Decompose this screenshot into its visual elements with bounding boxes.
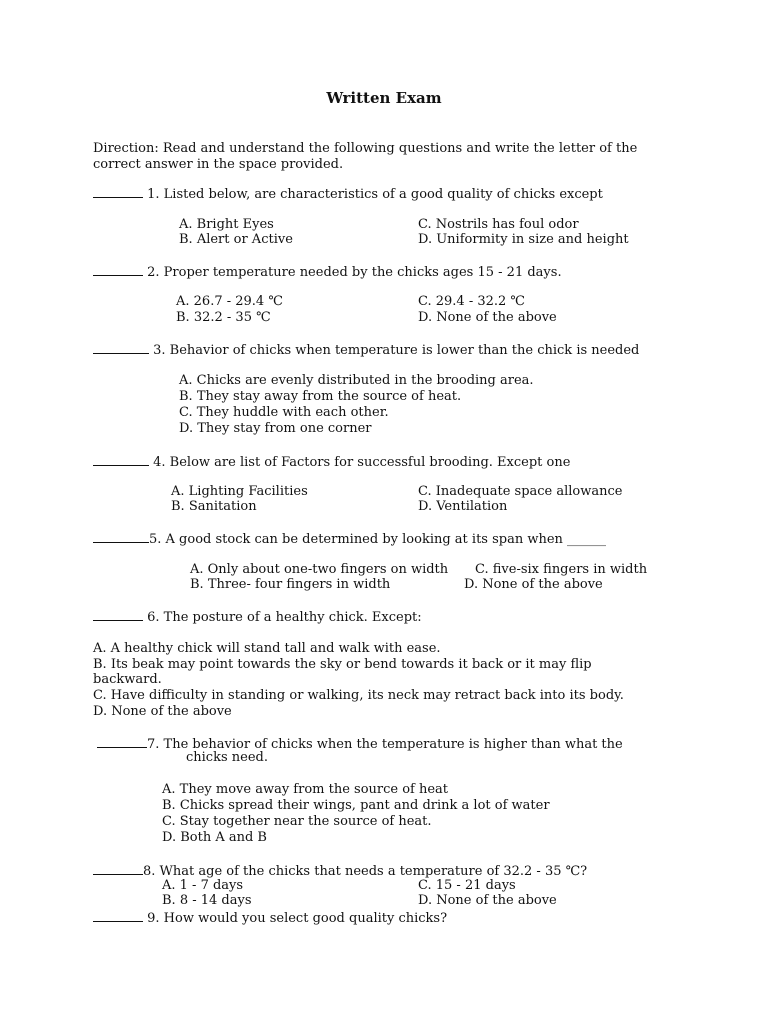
- q8-option-a: A. 1 - 7 days: [162, 878, 244, 893]
- question-3-text: 3. Behavior of chicks when temperature is lower than the chick is needed: [153, 343, 640, 358]
- question-1-text: 1. Listed below, are characteristics of a good quality of chicks except: [147, 187, 603, 202]
- q6-option-b: B. Its beak may point towards the sky or bend towards it back or it may flip: [93, 657, 592, 672]
- q8-option-b: B. 8 - 14 days: [162, 893, 252, 908]
- answer-blank-6[interactable]: [93, 608, 143, 621]
- question-8-text: 8. What age of the chicks that needs a temperature of 32.2 - 35 ℃?: [143, 864, 588, 879]
- question-5: [93, 530, 606, 548]
- q8-option-d: D. None of the above: [418, 893, 557, 908]
- answer-blank-9[interactable]: [93, 909, 143, 922]
- answer-blank-8[interactable]: [93, 862, 143, 875]
- q3-option-a: A. Chicks are evenly distributed in the brooding area.: [179, 373, 534, 388]
- q3-option-c: C. They huddle with each other.: [179, 405, 389, 420]
- q7-option-d: D. Both A and B: [162, 830, 267, 845]
- answer-blank-3[interactable]: [93, 341, 149, 354]
- question-4-text: 4. Below are list of Factors for successful brooding. Except one: [153, 455, 571, 470]
- answer-blank-5[interactable]: [93, 530, 149, 543]
- answer-blank-2[interactable]: [93, 263, 143, 276]
- q1-option-d: D. Uniformity in size and height: [418, 232, 629, 247]
- q5-option-d: D. None of the above: [464, 577, 603, 592]
- q6-option-d: D. None of the above: [93, 704, 232, 719]
- question-2: [93, 263, 562, 281]
- q7-option-c: C. Stay together near the source of heat.: [162, 814, 432, 829]
- q3-option-b: B. They stay away from the source of heat.: [179, 389, 462, 404]
- q1-option-b: B. Alert or Active: [179, 232, 293, 247]
- q2-option-a: A. 26.7 - 29.4 ℃: [176, 294, 283, 309]
- q3-option-d: D. They stay from one corner: [179, 421, 372, 436]
- question-7-text-cont: chicks need.: [186, 750, 268, 765]
- answer-blank-4[interactable]: [93, 453, 149, 466]
- q4-option-b: B. Sanitation: [171, 499, 257, 514]
- q7-option-b: B. Chicks spread their wings, pant and drink a lot of water: [162, 798, 550, 813]
- direction-line-2: correct answer in the space provided.: [93, 157, 344, 172]
- question-9: [93, 909, 447, 927]
- q4-option-a: A. Lighting Facilities: [171, 484, 308, 499]
- question-1: [93, 185, 603, 203]
- page-title: Written Exam: [326, 89, 442, 107]
- q2-option-c: C. 29.4 - 32.2 ℃: [418, 294, 525, 309]
- question-9-text: 9. How would you select good quality chicks?: [147, 911, 448, 926]
- question-2-text: 2. Proper temperature needed by the chicks ages 15 - 21 days.: [147, 265, 562, 280]
- q5-option-a: A. Only about one-two fingers on width: [190, 562, 449, 577]
- q4-option-d: D. Ventilation: [418, 499, 508, 514]
- q6-option-c: C. Have difficulty in standing or walking, its neck may retract back into its body.: [93, 688, 624, 703]
- q2-option-b: B. 32.2 - 35 ℃: [176, 310, 271, 325]
- q1-option-c: C. Nostrils has foul odor: [418, 217, 579, 232]
- question-7: [97, 735, 623, 753]
- question-3: [93, 341, 639, 359]
- question-6: [93, 608, 422, 626]
- q6-option-a: A. A healthy chick will stand tall and walk with ease.: [93, 641, 441, 656]
- q5-option-c: C. five-six fingers in width: [475, 562, 648, 577]
- q1-option-a: A. Bright Eyes: [179, 217, 274, 232]
- q8-option-c: C. 15 - 21 days: [418, 878, 516, 893]
- question-7-text: 7. The behavior of chicks when the temperature is higher than what the: [147, 737, 623, 752]
- q5-option-b: B. Three- four fingers in width: [190, 577, 391, 592]
- q2-option-d: D. None of the above: [418, 310, 557, 325]
- q6-option-b-cont: backward.: [93, 672, 162, 687]
- q4-option-c: C. Inadequate space allowance: [418, 484, 623, 499]
- question-5-text: 5. A good stock can be determined by looking at its span when ______: [149, 532, 607, 547]
- question-6-text: 6. The posture of a healthy chick. Except:: [147, 610, 422, 625]
- question-4: [93, 453, 570, 471]
- answer-blank-1[interactable]: [93, 185, 143, 198]
- q7-option-a: A. They move away from the source of heat: [162, 782, 449, 797]
- answer-blank-7[interactable]: [97, 735, 147, 748]
- direction-line-1: Direction: Read and understand the following questions and write the letter of the: [93, 141, 638, 156]
